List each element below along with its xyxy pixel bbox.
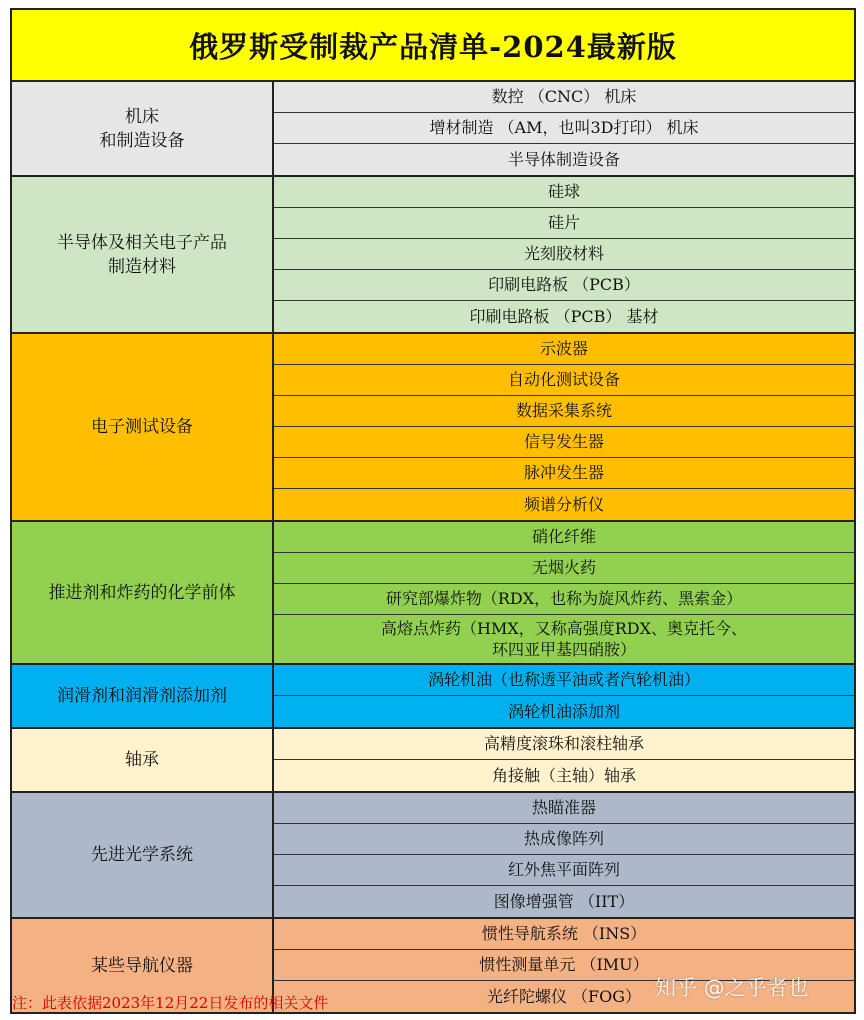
category-label: 半导体及相关电子产品 制造材料	[57, 232, 227, 277]
category-cell	[12, 334, 274, 520]
item-row: 研究部爆炸物（RDX，也称为旋风炸药、黑索金）	[274, 584, 854, 615]
item-row: 自动化测试设备	[274, 365, 854, 396]
category-cell	[12, 793, 274, 917]
category-label: 先进光学系统	[91, 845, 193, 865]
sanctions-table	[10, 8, 856, 1014]
category-cell	[12, 729, 274, 791]
category-label: 推进剂和炸药的化学前体	[48, 582, 236, 603]
category-cell	[12, 82, 274, 175]
item-list	[274, 177, 854, 332]
category-cell	[12, 665, 274, 727]
item-row: 硅片	[274, 208, 854, 239]
category-group	[12, 793, 854, 919]
item-row: 图像增强管 （IIT）	[493, 891, 635, 911]
category-group	[12, 522, 854, 665]
item-row: 脉冲发生器	[274, 458, 854, 489]
table-title: 俄罗斯受制裁产品清单-2024最新版	[12, 10, 854, 82]
category-label: 电子测试设备	[91, 417, 193, 437]
category-label: 轴承	[125, 750, 159, 770]
item-list	[274, 665, 854, 727]
watermark: 知乎 @之乎者也	[655, 976, 809, 1000]
category-group	[12, 82, 854, 177]
item-row: 无烟火药	[274, 553, 854, 584]
category-group	[12, 729, 854, 793]
item-row: 印刷电路板 （PCB）	[274, 270, 854, 301]
item-list	[274, 793, 854, 917]
item-row: 数控 （CNC） 机床	[274, 82, 854, 113]
item-row: 涡轮机油添加剂	[507, 701, 620, 721]
item-row: 热成像阵列	[274, 824, 854, 855]
item-row: 红外焦平面阵列	[274, 855, 854, 886]
item-row: 热瞄准器	[274, 793, 854, 824]
item-list	[274, 82, 854, 175]
item-row: 硝化纤维	[274, 522, 854, 553]
item-row: 涡轮机油（也称透平油或者汽轮机油）	[274, 665, 854, 696]
table-body	[12, 82, 854, 1012]
category-cell	[12, 177, 274, 332]
category-group	[12, 177, 854, 334]
item-list	[274, 729, 854, 791]
item-row: 半导体制造设备	[507, 149, 620, 169]
item-list	[274, 522, 854, 663]
category-label: 机床 和制造设备	[99, 106, 185, 151]
category-label: 某些导航仪器	[91, 955, 193, 976]
item-row: 印刷电路板 （PCB） 基材	[469, 306, 659, 326]
item-row: 高精度滚珠和滚柱轴承	[274, 729, 854, 760]
category-cell	[12, 522, 274, 663]
item-row: 惯性测量单元 （IMU）	[274, 950, 854, 981]
item-row: 惯性导航系统 （INS）	[274, 919, 854, 950]
item-row: 高熔点炸药（HMX，又称高强度RDX、奥克托今、 环四亚甲基四硝胺）	[381, 619, 747, 659]
category-group	[12, 665, 854, 729]
category-group	[12, 334, 854, 522]
item-row: 硅球	[274, 177, 854, 208]
item-row: 示波器	[274, 334, 854, 365]
item-row: 信号发生器	[274, 427, 854, 458]
category-label: 润滑剂和润滑剂添加剂	[57, 686, 227, 706]
item-list	[274, 334, 854, 520]
item-row: 数据采集系统	[274, 396, 854, 427]
item-row: 频谱分析仪	[523, 494, 604, 514]
item-row: 光刻胶材料	[274, 239, 854, 270]
item-row: 增材制造 （AM，也叫3D打印） 机床	[274, 113, 854, 144]
item-row: 光纤陀螺仪 （FOG）	[486, 986, 642, 1006]
footnote: 注：此表依据2023年12月22日发布的相关文件	[12, 994, 329, 1012]
item-row: 角接触（主轴）轴承	[491, 765, 636, 785]
